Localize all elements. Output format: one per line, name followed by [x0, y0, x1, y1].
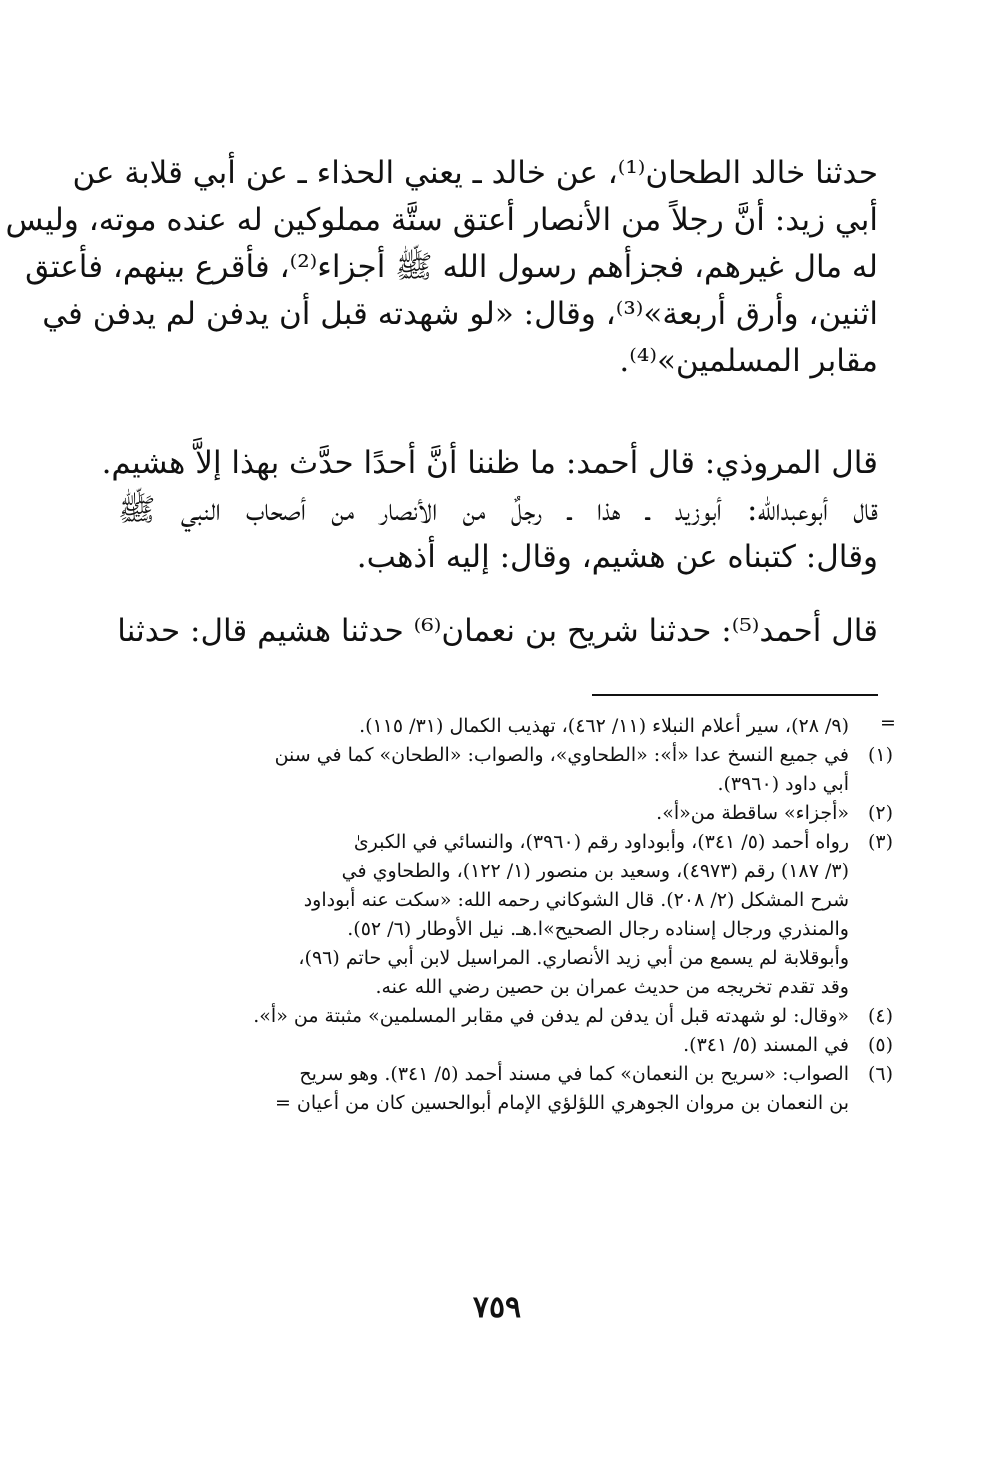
- page-number: ٧٥٩: [472, 1290, 522, 1325]
- footnote-6: [118, 1060, 893, 1118]
- footnote-4: [118, 1002, 893, 1031]
- footnote-number: (٦): [867, 1063, 893, 1085]
- footnote-line: والمنذري ورجال إسناده رجال الصحيح»ا.هـ. نيل الأوطار (٦/ ٥٢).: [347, 918, 849, 940]
- footnote-number: (٣): [867, 831, 893, 853]
- footnote-separator: [592, 694, 878, 696]
- paragraph-commentary: [101, 440, 878, 581]
- footnote-line: في المسند (٥/ ٣٤١).: [683, 1034, 849, 1056]
- footnote-5: [118, 1031, 893, 1060]
- footnote-continuation-mark: =: [880, 712, 896, 734]
- footnote-1: [118, 741, 893, 799]
- footnote-number: (١): [867, 744, 893, 766]
- footnote-continuation: [118, 712, 893, 741]
- footnote-number: (٢): [867, 802, 893, 824]
- text-line: قال المروذي: قال أحمد: ما ظننا أنَّ أحدًا حدَّث بهذا إلاَّ هشيم.: [101, 445, 878, 481]
- paragraph-hadith: [5, 150, 878, 385]
- text-line: وقال: كتبناه عن هشيم، وقال: إليه أذهب.: [356, 539, 878, 575]
- footnotes: [118, 712, 893, 1118]
- paragraph-isnad: [118, 608, 878, 655]
- footnote-3: [118, 828, 893, 1002]
- footnote-line: في جميع النسخ عدا «أ»: «الطحاوي»، والصواب: «الطحان» كما في سنن: [274, 744, 849, 766]
- footnote-line: شرح المشكل (٢/ ٢٠٨). قال الشوكاني رحمه الله: «سكت عنه أبوداود: [303, 889, 849, 911]
- text-line: مقابر المسلمين»⁽⁴⁾.: [619, 343, 878, 379]
- footnote-line: وأبوقلابة لم يسمع من أبي زيد الأنصاري. المراسيل لابن أبي حاتم (٩٦)،: [298, 947, 849, 969]
- text-line: قال أحمد⁽⁵⁾: حدثنا شريح بن نعمان⁽⁶⁾ حدثنا هشيم قال: حدثنا: [117, 613, 878, 649]
- text-line: أبي زيد: أنَّ رجلاً من الأنصار أعتق ستَّة مملوكين له عنده موته، وليس: [5, 202, 878, 238]
- footnote-line: أبي داود (٣٩٦٠).: [717, 773, 849, 795]
- text-line: له مال غيرهم، فجزأهم رسول الله ﷺ أجزاء⁽²⁾، فأقرع بينهم، فأعتق: [25, 249, 878, 285]
- footnote-line: «أجزاء» ساقطة من«أ».: [656, 802, 849, 824]
- footnote-line: بن النعمان بن مروان الجوهري اللؤلؤي الإمام أبوالحسين كان من أعيان =: [274, 1092, 849, 1114]
- footnote-number: (٥): [867, 1034, 893, 1056]
- text-line: حدثنا خالد الطحان⁽¹⁾، عن خالد ـ يعني الحذاء ـ عن أبي قلابة عن: [72, 155, 878, 191]
- text-line: اثنين، وأرق أربعة»⁽³⁾، وقال: «لو شهدته قبل أن يدفن لم يدفن في: [42, 296, 878, 332]
- footnote-2: [118, 799, 893, 828]
- footnote-number: (٤): [867, 1005, 893, 1027]
- footnote-line: «وقال: لو شهدته قبل أن يدفن لم يدفن في مقابر المسلمين» مثبتة من «أ».: [253, 1005, 849, 1027]
- footnote-line: الصواب: «سريح بن النعمان» كما في مسند أحمد (٥/ ٣٤١). وهو سريح: [299, 1063, 849, 1085]
- footnote-line: (٩/ ٢٨)، سير أعلام النبلاء (١١/ ٤٦٢)، تهذيب الكمال (٣١/ ١١٥).: [359, 715, 849, 737]
- footnote-line: وقد تقدم تخريجه من حديث عمران بن حصين رضي الله عنه.: [375, 976, 849, 998]
- footnote-line: رواه أحمد (٥/ ٣٤١)، وأبوداود رقم (٣٩٦٠)، والنسائي في الكبرىٰ: [353, 831, 849, 853]
- text-line: قال أبوعبدالله: أبوزيد ـ هذا ـ رجلٌ من الأنصار من أصحاب النبي ﷺ: [118, 492, 878, 528]
- footnote-line: (٣/ ١٨٧) رقم (٤٩٧٣)، وسعيد بن منصور (١/ ١٢٢)، والطحاوي في: [341, 860, 849, 882]
